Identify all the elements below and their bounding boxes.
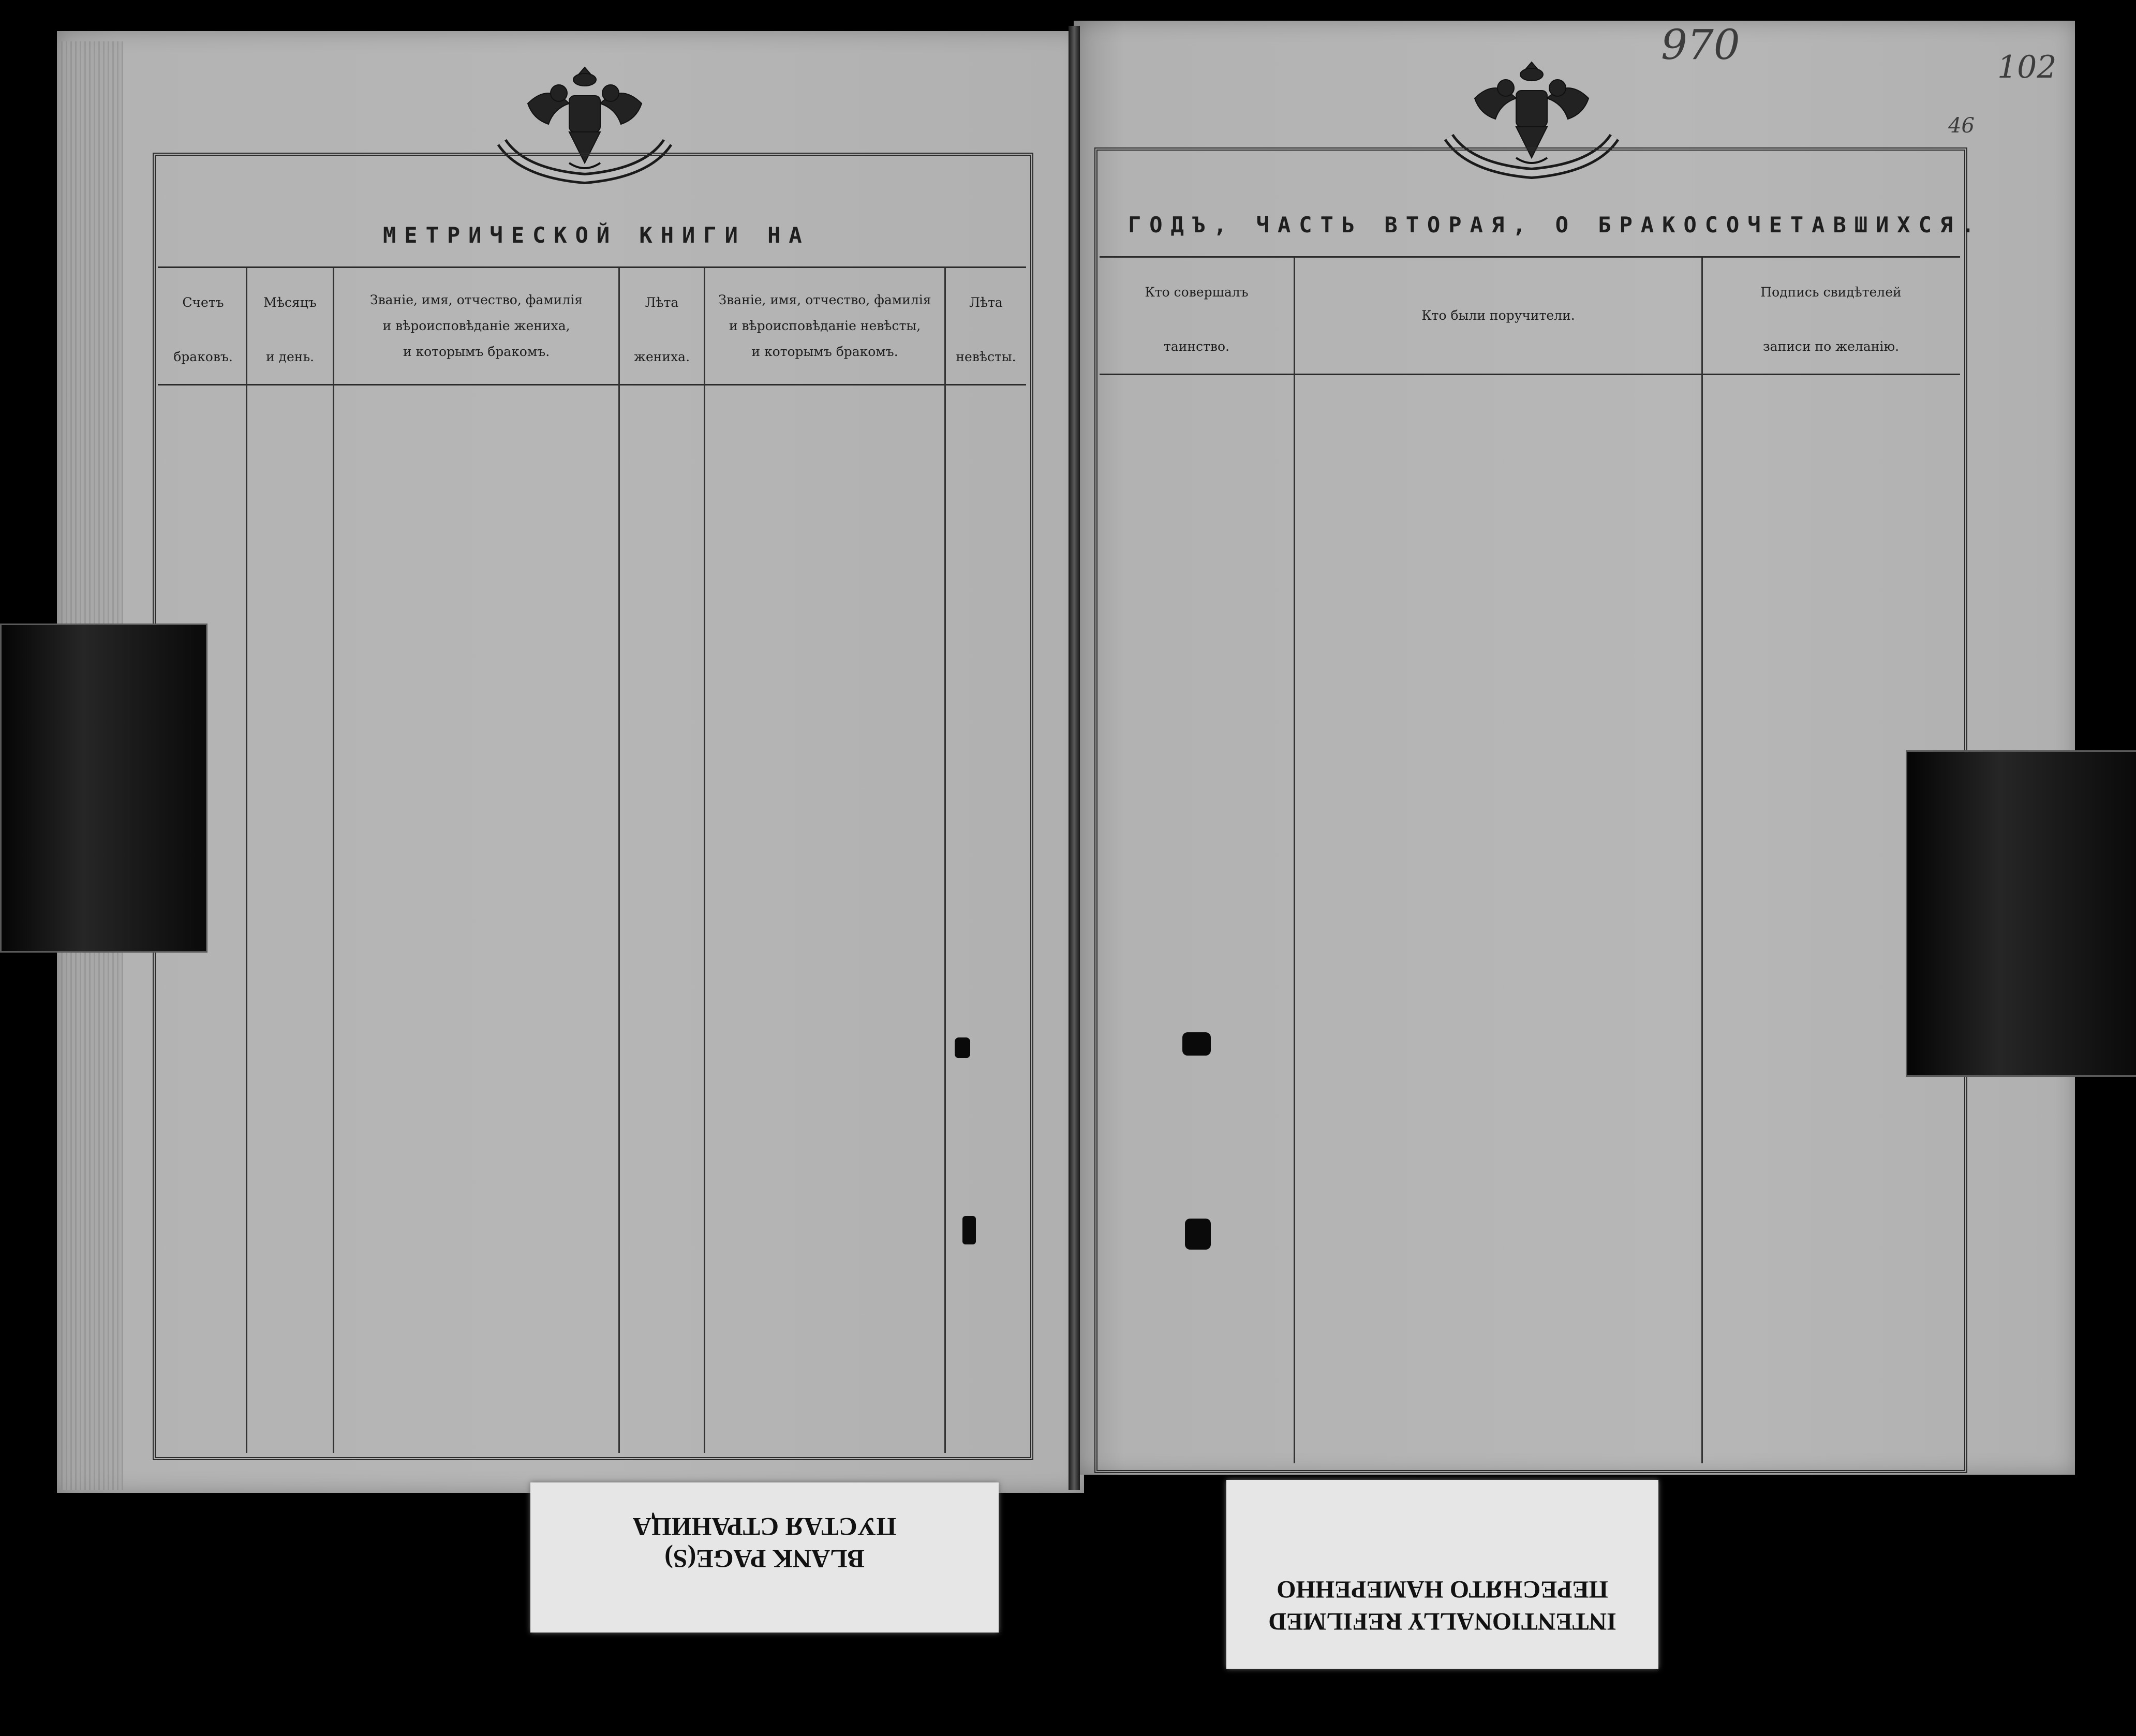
left-column-header: Мѣсяцъ и день. [263,295,317,364]
page-clip-left [0,624,207,953]
page-number: 46 [1948,114,1975,138]
right-column-header: Кто были поручители. [1421,308,1575,323]
folio-stamp: 102 [1997,49,2057,85]
left-column-header: Лѣта невѣсты. [956,295,1016,364]
refilmed-label-ru: ПЕРЕСНЯТО НАМЕРЕННО [1277,1576,1608,1603]
left-column-header: Званіе, имя, отчество, фамилія и вѣроисповѣданіе жениха, и которымъ бракомъ. [370,292,583,359]
binding-hole [1182,1032,1211,1056]
right-header-top-rule [1100,256,1960,258]
left-page-title: МЕТРИЧЕСКОЙ КНИГИ НА [383,222,810,248]
right-column-header: Кто совершалъ таинство. [1145,285,1249,354]
right-header-bottom-rule [1100,374,1960,375]
blank-page-label-en: BLANK PAGE(S) [664,1545,865,1574]
left-column-header: Лѣта жениха. [633,295,690,364]
left-header-bottom-rule [158,384,1026,385]
left-col-divider [944,268,946,1453]
page-clip-right [1906,750,2136,1077]
refilmed-label-en: INTENTIONALLY REFILMED [1268,1608,1616,1635]
right-page-title: ГОДЪ, ЧАСТЬ ВТОРАЯ, О БРАКОСОЧЕТАВШИХСЯ. [1128,212,1983,238]
blank-page-label-ru: ПУСТАЯ СТРАНИЦА [632,1512,897,1541]
left-header-top-rule [158,266,1026,268]
right-col-divider [1701,258,1703,1463]
binding-hole [962,1216,976,1244]
binding-hole [955,1037,970,1058]
left-col-divider [246,268,247,1453]
right-col-divider [1294,258,1295,1463]
archive-number: 970 [1661,21,1740,69]
right-column-header: Подпись свидѣтелей записи по желанію. [1760,285,1902,354]
book-spine [1069,26,1080,1490]
refilmed-card [1226,1480,1658,1669]
left-col-divider [618,268,620,1453]
binding-hole [1185,1219,1211,1250]
left-col-divider [333,268,334,1453]
left-column-header: Счетъ браковъ. [173,295,233,364]
left-col-divider [704,268,705,1453]
left-column-header: Званіе, имя, отчество, фамилія и вѣроисповѣданіе невѣсты, и которымъ бракомъ. [718,292,931,359]
blank-page-card [530,1482,999,1633]
